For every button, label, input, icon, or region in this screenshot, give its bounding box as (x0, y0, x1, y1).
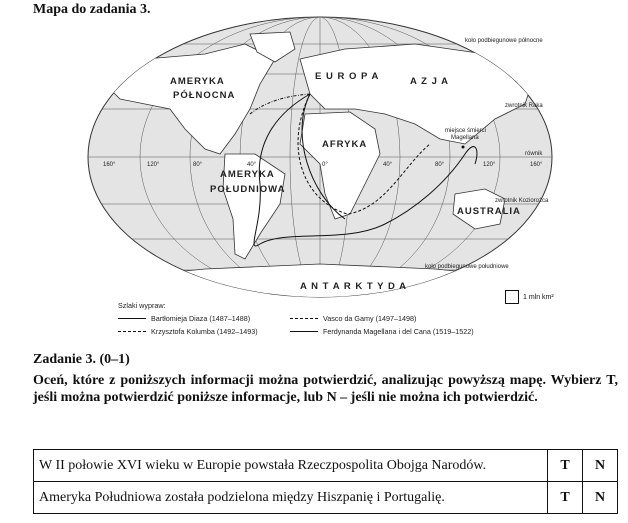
true-option[interactable]: T (548, 450, 583, 482)
legend-item-magellan (290, 327, 474, 336)
legend-label: Vasco da Gamy (1497–1498) (323, 314, 417, 323)
longitude-label: 40° (247, 162, 257, 168)
legend-header: Szlaki wypraw: (118, 301, 166, 310)
answer-table (33, 449, 618, 514)
longitude-label: 120° (147, 162, 160, 168)
longitude-label: 80° (435, 162, 445, 168)
label-tropic-capricorn: zwrotnik Koziorożca (495, 198, 549, 204)
legend-item-diaz (118, 314, 250, 323)
label-australia: AUSTRALIA (457, 206, 521, 217)
label-antarctica: A N T A R K T Y D A (300, 281, 407, 292)
label-north-america: AMERYKA (170, 76, 225, 87)
label-africa: AFRYKA (322, 139, 368, 150)
label-north-america-2: PÓŁNOCNA (173, 90, 236, 101)
label-tropic-cancer: zwrotnik Raka (505, 103, 543, 109)
legend-label: Krzysztofa Kolumba (1492–1493) (151, 327, 258, 336)
task-instruction: Oceń, które z poniższych informacji można potwierdzić, analizując powyższą mapę. Wybierz T, jeśli można potwierdzić poniższe informacje, lub N – jeśli nie można ich potwierdzić. (33, 373, 618, 405)
legend-line-bold (290, 331, 318, 332)
label-asia: A Z J A (410, 76, 450, 87)
table-row (34, 450, 618, 482)
label-antarctic-circle: koło podbiegunowe południowe (425, 264, 509, 270)
longitude-label: 0° (322, 162, 328, 168)
longitude-label: 80° (193, 162, 203, 168)
false-option[interactable]: N (583, 450, 618, 482)
longitude-label: 160° (103, 162, 116, 168)
statement-cell: W II połowie XVI wieku w Europie powstała Rzeczpospolita Obojga Narodów. (34, 450, 548, 482)
label-equator: równik (525, 151, 543, 157)
map-title: Mapa do zadania 3. (33, 2, 151, 17)
label-arctic-circle: koło podbiegunowe północne (465, 38, 543, 44)
task-title: Zadanie 3. (0–1) (33, 352, 130, 367)
label-south-america-2: POŁUDNIOWA (210, 184, 286, 195)
longitude-label: 40° (383, 162, 393, 168)
label-magellan-death-1: miejsce śmierci (445, 128, 487, 134)
label-magellan-death-2: Magellana (451, 135, 479, 141)
label-europe: E U R O P A (315, 71, 380, 82)
longitude-label: 160° (530, 162, 543, 168)
legend-item-columbus (118, 327, 258, 336)
legend-label: Bartłomieja Diaza (1487–1488) (151, 314, 251, 323)
legend-label: Ferdynanda Magellana i del Cana (1519–1522) (323, 327, 474, 336)
legend-line-solid (118, 318, 146, 319)
world-map (85, 14, 555, 304)
scale-label: 1 mln km² (523, 293, 554, 301)
magellan-death-marker (462, 146, 465, 149)
label-south-america: AMERYKA (220, 169, 275, 180)
longitude-label: 120° (483, 162, 496, 168)
legend-item-da-gama (290, 314, 416, 323)
table-row (34, 482, 618, 514)
map-legend (118, 301, 518, 347)
true-option[interactable]: T (548, 482, 583, 514)
legend-line-dashed (290, 318, 318, 319)
false-option[interactable]: N (583, 482, 618, 514)
legend-line-dashdot (118, 331, 146, 332)
statement-cell: Ameryka Południowa została podzielona między Hiszpanię i Portugalię. (34, 482, 548, 514)
